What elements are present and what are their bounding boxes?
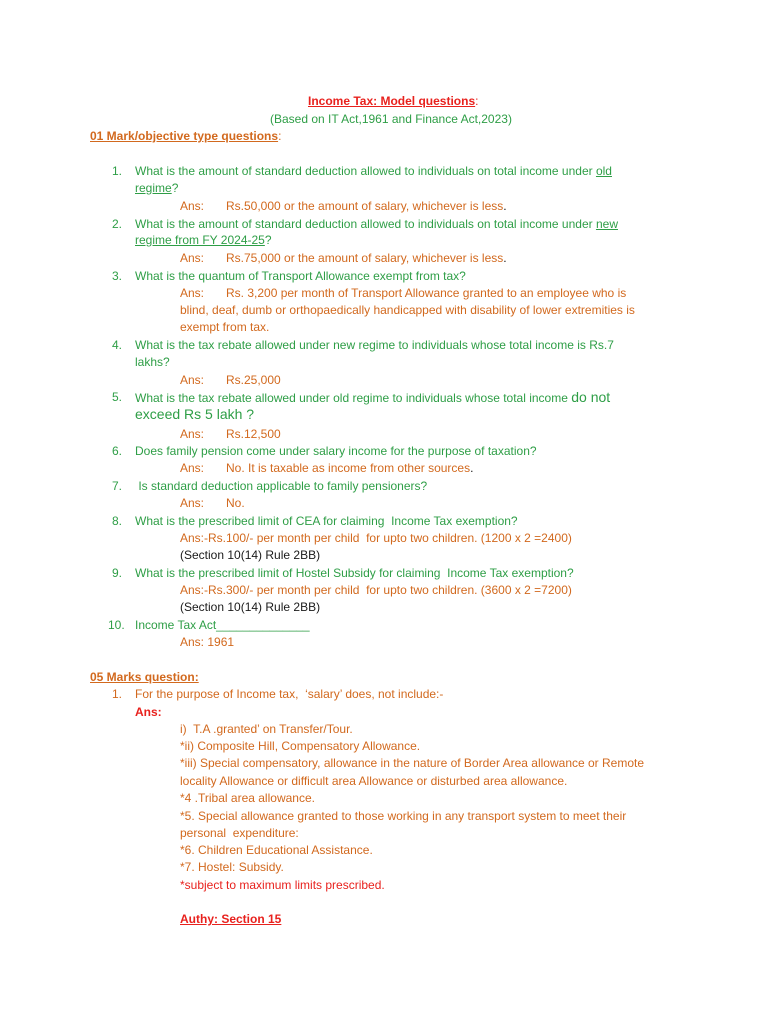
q2-ans-label: Ans: xyxy=(180,251,205,265)
s2-ans-label: Ans: xyxy=(135,705,162,719)
document-subtitle: (Based on IT Act,1961 and Finance Act,2023) xyxy=(270,112,512,126)
q1-answer: Rs.50,000 or the amount of salary, whichever is less. xyxy=(226,199,507,213)
document-title: Income Tax: Model questions: xyxy=(308,94,479,108)
q6-number: 6. xyxy=(112,444,123,458)
q1-number: 1. xyxy=(112,164,123,178)
q1-line2: regime? xyxy=(135,181,179,195)
s2-item: *7. Hostel: Subsidy. xyxy=(180,860,284,874)
q9-number: 9. xyxy=(112,566,123,580)
q2-line2: regime from FY 2024-25? xyxy=(135,233,272,247)
title-text: Income Tax: Model questions xyxy=(308,94,476,108)
s2-item: *5. Special allowance granted to those working in any transport system to meet their xyxy=(180,809,627,823)
q7-ans-label: Ans: xyxy=(180,496,205,510)
s2-item: locality Allowance or difficult area Allowance or disturbed area allowance. xyxy=(180,774,568,788)
q3-answer-2: blind, deaf, dumb or orthopaedically handicapped with disability of lower extremities is xyxy=(180,303,635,317)
q4-number: 4. xyxy=(112,338,123,352)
q4-ans-label: Ans: xyxy=(180,373,205,387)
q8-reference: (Section 10(14) Rule 2BB) xyxy=(180,548,321,562)
s2-item: personal expenditure: xyxy=(180,826,299,840)
q7-number: 7. xyxy=(112,479,123,493)
q1-line1: What is the amount of standard deduction allowed to individuals on total income under old xyxy=(135,164,612,178)
q3-line1: What is the quantum of Transport Allowance exempt from tax? xyxy=(135,269,466,283)
q6-ans-label: Ans: xyxy=(180,461,205,475)
q9-line1: What is the prescribed limit of Hostel Subsidy for claiming Income Tax exemption? xyxy=(135,566,574,580)
q6-line1: Does family pension come under salary income for the purpose of taxation? xyxy=(135,444,537,458)
q5-line2: exceed Rs 5 lakh ? xyxy=(135,406,255,422)
q10-answer: Ans: 1961 xyxy=(180,635,235,649)
q1-ans-label: Ans: xyxy=(180,199,205,213)
q3-answer-3: exempt from tax. xyxy=(180,320,270,334)
q3-ans-label: Ans: xyxy=(180,286,205,300)
q8-number: 8. xyxy=(112,514,123,528)
q5-answer: Rs.12,500 xyxy=(226,427,281,441)
s2-q1-line1: For the purpose of Income tax, ‘salary’ does, not include:- xyxy=(135,687,444,701)
q9-reference: (Section 10(14) Rule 2BB) xyxy=(180,600,321,614)
q4-line2: lakhs? xyxy=(135,355,170,369)
q9-answer: Ans:-Rs.300/- per month per child for upto two children. (3600 x 2 =7200) xyxy=(180,583,572,597)
q8-line1: What is the prescribed limit of CEA for claiming Income Tax exemption? xyxy=(135,514,518,528)
q2-line1: What is the amount of standard deduction allowed to individuals on total income under new xyxy=(135,217,618,231)
q7-answer: No. xyxy=(226,496,245,510)
q2-answer: Rs.75,000 or the amount of salary, whichever is less. xyxy=(226,251,507,265)
q10-number: 10. xyxy=(108,618,125,632)
s2-q1-number: 1. xyxy=(112,687,123,701)
section1-heading: 01 Mark/objective type questions: xyxy=(90,129,282,143)
s2-item: *6. Children Educational Assistance. xyxy=(180,843,373,857)
s2-item: *4 .Tribal area allowance. xyxy=(180,791,315,805)
q10-line1: Income Tax Act______________ xyxy=(135,618,310,632)
s2-note: *subject to maximum limits prescribed. xyxy=(180,878,385,892)
q4-line1: What is the tax rebate allowed under new regime to individuals whose total income is Rs.7 xyxy=(135,338,614,352)
q5-number: 5. xyxy=(112,390,123,404)
q5-line1: What is the tax rebate allowed under old regime to individuals whose total income do not xyxy=(135,389,611,405)
section2-heading: 05 Marks question: xyxy=(90,670,199,684)
q3-number: 3. xyxy=(112,269,123,283)
q6-answer: No. It is taxable as income from other sources. xyxy=(226,461,474,475)
authority-reference: Authy: Section 15 xyxy=(180,912,282,926)
s2-item: i) T.A .granted’ on Transfer/Tour. xyxy=(180,722,353,736)
s2-item: *ii) Composite Hill, Compensatory Allowance. xyxy=(180,739,421,753)
q5-ans-label: Ans: xyxy=(180,427,205,441)
q7-line1: Is standard deduction applicable to family pensioners? xyxy=(135,479,428,493)
q3-answer-1: Rs. 3,200 per month of Transport Allowance granted to an employee who is xyxy=(226,286,627,300)
s2-item: *iii) Special compensatory, allowance in the nature of Border Area allowance or Remote xyxy=(180,756,645,770)
q8-answer: Ans:-Rs.100/- per month per child for upto two children. (1200 x 2 =2400) xyxy=(180,531,572,545)
q4-answer: Rs.25,000 xyxy=(226,373,281,387)
q2-number: 2. xyxy=(112,217,123,231)
